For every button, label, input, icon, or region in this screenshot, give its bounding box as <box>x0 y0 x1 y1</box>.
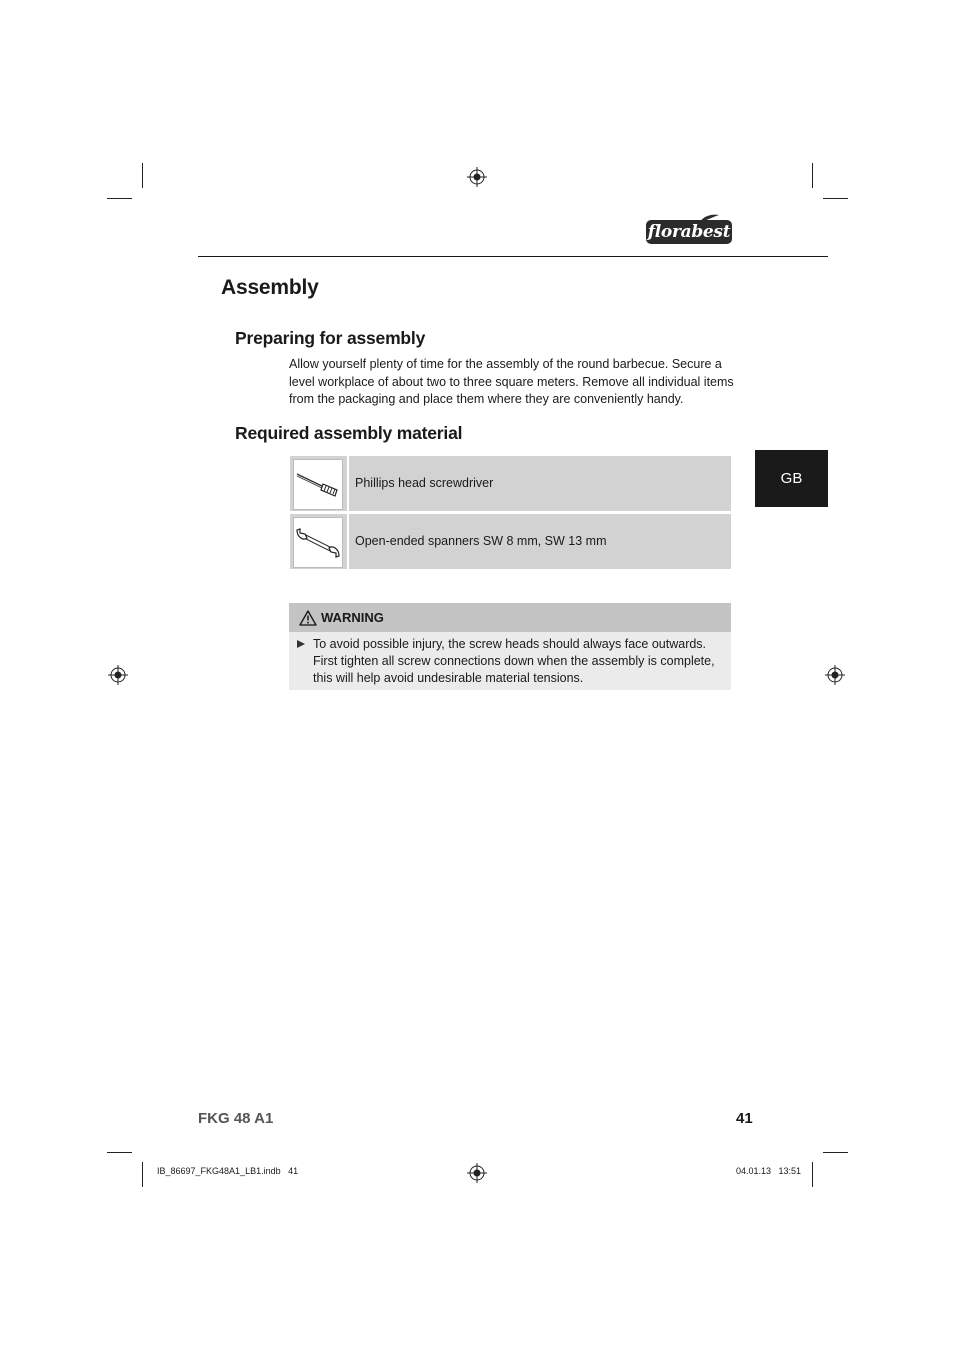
crop-mark <box>812 163 813 188</box>
warning-text: To avoid possible injury, the screw heads should always face outwards. First tighten all screw connections down when the assembly is complete, this will help avoid undesirable material tensions. <box>313 637 715 685</box>
registration-mark-icon <box>467 167 487 187</box>
footer-page-number: 41 <box>736 1110 753 1127</box>
warning-title: WARNING <box>321 610 384 625</box>
bullet-arrow-icon <box>297 640 305 648</box>
materials-row <box>290 456 731 511</box>
crop-mark <box>107 1152 132 1153</box>
language-tab: GB <box>755 450 828 507</box>
warning-header <box>289 603 731 632</box>
materials-row <box>290 514 731 569</box>
materials-divider <box>347 514 349 569</box>
crop-mark <box>107 198 132 199</box>
section-heading-preparing: Preparing for assembly <box>235 328 426 348</box>
materials-label: Open-ended spanners SW 8 mm, SW 13 mm <box>355 534 607 548</box>
warning-body <box>289 632 731 690</box>
crop-mark <box>142 1162 143 1187</box>
registration-mark-icon <box>467 1163 487 1183</box>
crop-mark <box>823 1152 848 1153</box>
registration-mark-icon <box>825 665 845 685</box>
materials-label: Phillips head screwdriver <box>355 476 494 490</box>
date-slug: 04.01.13 13:51 <box>736 1166 802 1176</box>
brand-logo-text: florabest <box>647 222 731 242</box>
section-heading-materials: Required assembly material <box>235 423 463 443</box>
spanner-icon <box>293 517 343 568</box>
page-title: Assembly <box>221 276 319 299</box>
crop-mark <box>823 198 848 199</box>
registration-mark-icon <box>108 665 128 685</box>
warning-triangle-icon <box>299 610 317 626</box>
file-slug: IB_86697_FKG48A1_LB1.indb 41 <box>157 1166 299 1176</box>
footer-model: FKG 48 A1 <box>198 1110 274 1127</box>
screwdriver-icon <box>293 459 343 510</box>
brand-logo <box>646 216 732 246</box>
crop-mark <box>812 1162 813 1187</box>
crop-mark <box>142 163 143 188</box>
materials-table <box>290 456 731 572</box>
warning-box <box>289 603 731 690</box>
preparing-paragraph: Allow yourself plenty of time for the assembly of the round barbecue. Secure a level workplace of about two to three square meters. Remove all individual items from the packaging and place them where they are conveniently handy. <box>289 357 734 406</box>
header-rule <box>198 256 828 257</box>
materials-divider <box>347 456 349 511</box>
